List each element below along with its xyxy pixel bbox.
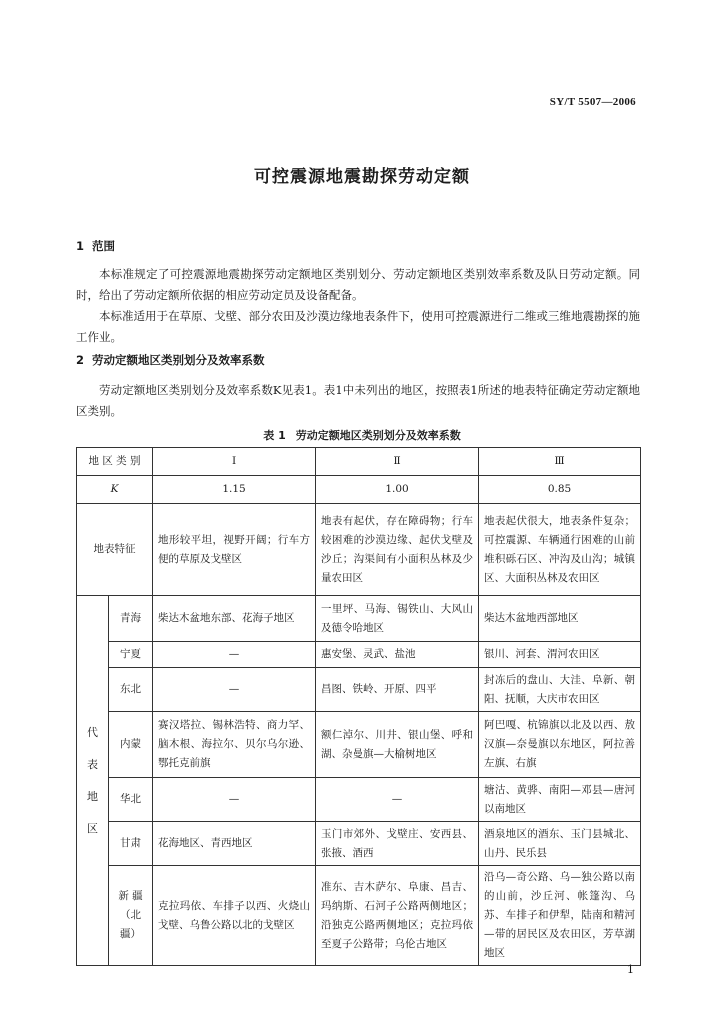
surface-class-2: 地表有起伏，存在障碍物；行车较困难的沙漠边缘、起伏戈壁及沙丘；沟渠间有小面积丛林及少量农田区 (316, 504, 479, 596)
region-class-1: 赛汉塔拉、锡林浩特、商力罕、脑木根、海拉尔、贝尔乌尔逊、鄂托克前旗 (153, 712, 316, 778)
section-1-paragraph-1: 本标准规定了可控震源地震勘探劳动定额地区类别划分、劳动定额地区类别效率系数及队日劳动定额。同时，给出了劳动定额所依据的相应劳动定员及设备配备。 (76, 267, 640, 302)
representative-region-label: 代表地区 (77, 596, 109, 966)
region-class-1: — (153, 778, 316, 822)
table-row (77, 822, 641, 866)
table-header-row (77, 448, 641, 476)
region-class-table (76, 447, 641, 966)
class-3-header: Ⅲ (479, 448, 641, 476)
standard-code: SY/T 5507—2006 (549, 96, 636, 108)
document-title: 可控震源地震勘探劳动定额 (254, 167, 470, 187)
region-name: 东北 (109, 668, 153, 712)
section-2-heading (76, 352, 265, 368)
table-row (77, 778, 641, 822)
class-1-header: Ⅰ (153, 448, 316, 476)
table-row (77, 712, 641, 778)
region-class-3: 沿乌—奇公路、乌—独公路以南的山前，沙丘河、帐篷沟、乌苏、车排子和伊犁，陆南和精河—带的居民区及农田区，芳草湖地区 (479, 866, 641, 966)
surface-label: 地表特征 (77, 504, 153, 596)
region-class-2: 昌图、铁岭、开原、四平 (316, 668, 479, 712)
section-2-number: 2 (76, 353, 85, 367)
table-row (77, 642, 641, 668)
region-name: 新 疆（北疆） (109, 866, 153, 966)
region-class-3: 柴达木盆地西部地区 (479, 596, 641, 642)
region-name: 华北 (109, 778, 153, 822)
surface-class-3: 地表起伏很大，地表条件复杂；可控震源、车辆通行困难的山前堆积砾石区、冲沟及山沟；城镇区、大面积丛林及农田区 (479, 504, 641, 596)
region-class-1: 柴达木盆地东部、花海子地区 (153, 596, 316, 642)
region-class-2: 准东、吉木萨尔、阜康、昌吉、玛纳斯、石河子公路两侧地区；沿独克公路两侧地区；克拉玛依至夏子公路带；乌伦古地区 (316, 866, 479, 966)
region-class-header: 地 区 类 别 (77, 448, 153, 476)
region-name: 青海 (109, 596, 153, 642)
region-class-3: 塘沽、黄骅、南阳—邓县—唐河以南地区 (479, 778, 641, 822)
region-class-1: 克拉玛依、车排子以西、火烧山戈壁、乌鲁公路以北的戈壁区 (153, 866, 316, 966)
section-2-title: 劳动定额地区类别划分及效率系数 (92, 353, 265, 367)
region-name: 宁夏 (109, 642, 153, 668)
region-name: 甘肃 (109, 822, 153, 866)
region-class-1: 花海地区、青西地区 (153, 822, 316, 866)
table-row (77, 668, 641, 712)
k-row (77, 476, 641, 504)
region-class-3: 酒泉地区的酒东、玉门县城北、山丹、民乐县 (479, 822, 641, 866)
region-class-3: 封冻后的盘山、大洼、阜新、朝阳、抚顺，大庆市农田区 (479, 668, 641, 712)
region-class-2: 额仁淖尔、川井、银山堡、呼和湖、杂曼旗—大榆树地区 (316, 712, 479, 778)
section-1-title: 范围 (92, 239, 115, 253)
region-class-1: — (153, 642, 316, 668)
region-name: 内蒙 (109, 712, 153, 778)
k-label: K (77, 476, 153, 504)
section-1-paragraph-2: 本标准适用于在草原、戈壁、部分农田及沙漠边缘地表条件下，使用可控震源进行二维或三维地震勘探的施工作业。 (76, 309, 640, 344)
region-class-3: 阿巴嘎、杭锦旗以北及以西、敖汉旗—奈曼旗以东地区，阿拉善左旗、右旗 (479, 712, 641, 778)
region-class-2: — (316, 778, 479, 822)
region-class-2: 一里坪、马海、锡铁山、大风山及德令哈地区 (316, 596, 479, 642)
surface-class-1: 地形较平坦，视野开阔；行车方便的草原及戈壁区 (153, 504, 316, 596)
class-2-header: Ⅱ (316, 448, 479, 476)
table-row (77, 866, 641, 966)
k-value-2: 1.00 (316, 476, 479, 504)
section-1-heading (76, 238, 115, 254)
k-value-3: 0.85 (479, 476, 641, 504)
table-row (77, 596, 641, 642)
k-value-1: 1.15 (153, 476, 316, 504)
table-caption (0, 427, 724, 443)
table-caption-title: 劳动定额地区类别划分及效率系数 (295, 429, 461, 442)
section-1-number: 1 (76, 239, 85, 253)
region-class-1: — (153, 668, 316, 712)
surface-row (77, 504, 641, 596)
page-number: 1 (627, 963, 634, 976)
region-class-2: 惠安堡、灵武、盐池 (316, 642, 479, 668)
region-class-2: 玉门市郊外、戈壁庄、安西县、张掖、酒西 (316, 822, 479, 866)
section-2-paragraph-1: 劳动定额地区类别划分及效率系数K见表1。表1中未列出的地区，按照表1所述的地表特征确定劳动定额地区类别。 (76, 383, 640, 418)
region-class-3: 银川、河套、渭河农田区 (479, 642, 641, 668)
table-caption-number: 表 1 (263, 429, 286, 442)
